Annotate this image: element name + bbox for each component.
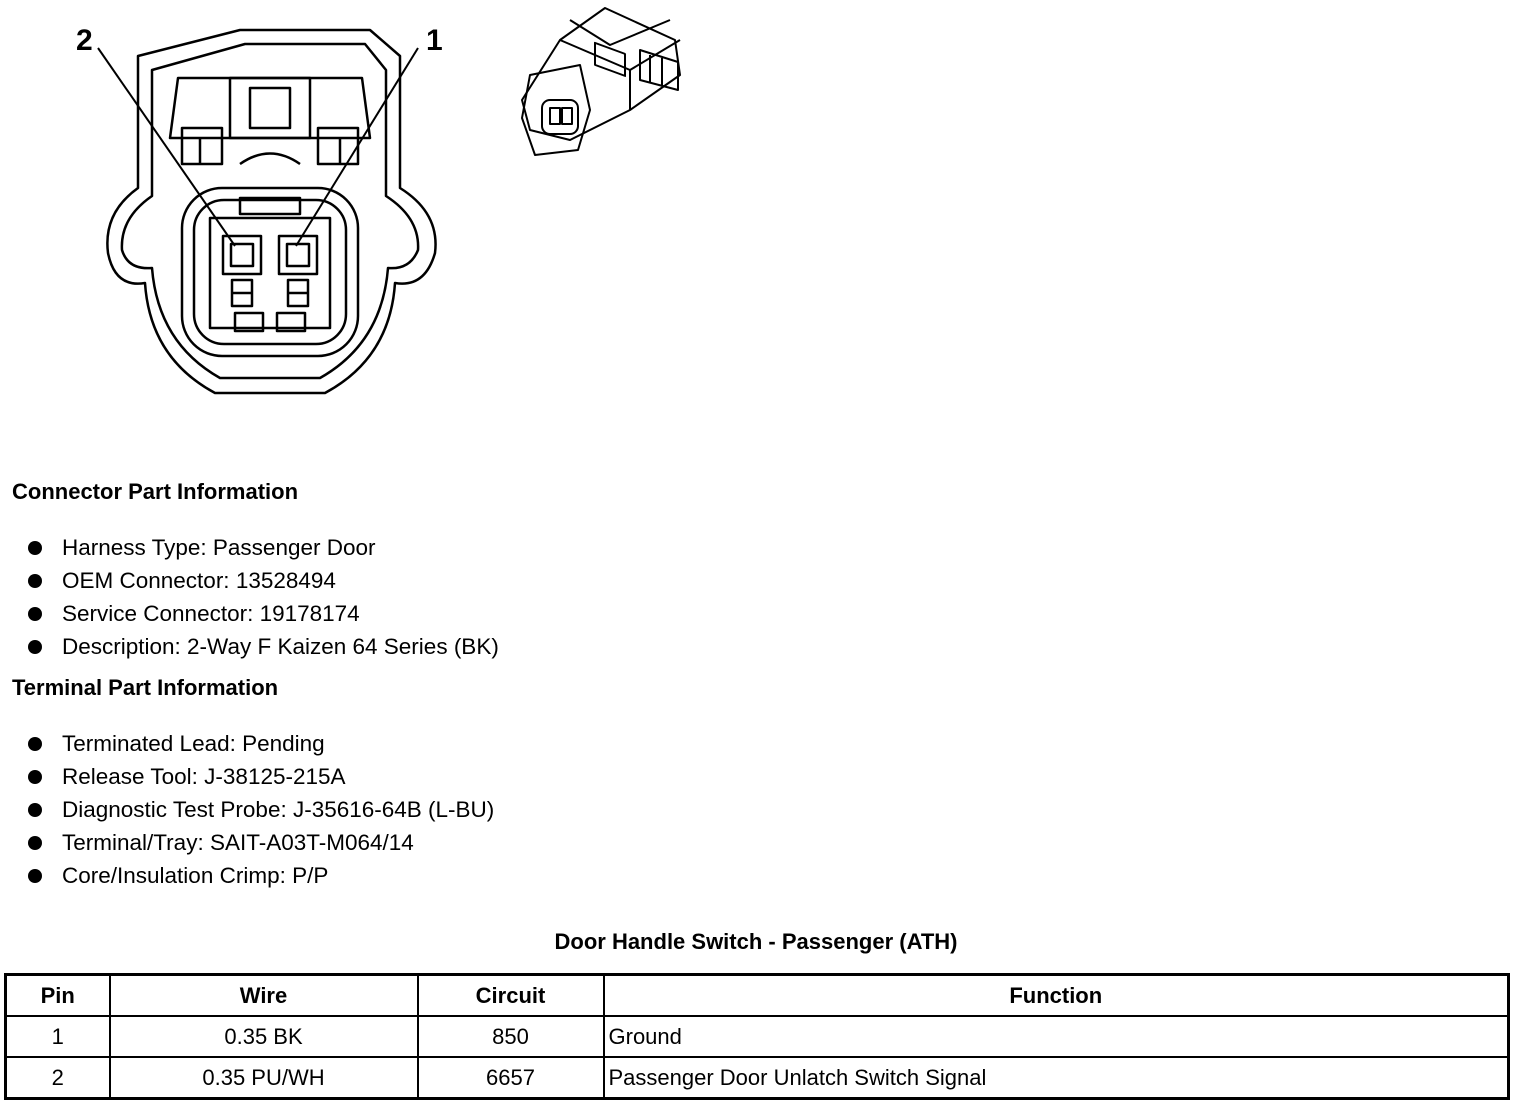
table-row <box>6 1057 1509 1099</box>
list-item: OEM Connector: 13528494 <box>28 564 499 597</box>
pin-1-callout: 1 <box>426 24 443 57</box>
latch-center-slot <box>250 88 290 128</box>
pin-table <box>4 973 1510 1100</box>
header-wire: Wire <box>110 975 418 1017</box>
bullet-icon <box>28 803 42 817</box>
terminal-info-list <box>28 727 494 892</box>
bullet-icon <box>28 737 42 751</box>
list-item: Release Tool: J-38125-215A <box>28 760 494 793</box>
bullet-icon <box>28 541 42 555</box>
cell-wire: 0.35 PU/WH <box>110 1057 418 1099</box>
connector-info-title: Connector Part Information <box>12 479 299 504</box>
list-item: Harness Type: Passenger Door <box>28 531 499 564</box>
cell-pin: 1 <box>6 1016 110 1057</box>
cavity-surround-inner <box>194 200 346 344</box>
cell-pin: 2 <box>6 1057 110 1099</box>
list-item: Terminated Lead: Pending <box>28 727 494 760</box>
list-item: Diagnostic Test Probe: J-35616-64B (L-BU) <box>28 793 494 826</box>
cell-function: Ground <box>604 1016 1509 1057</box>
cell-circuit: 850 <box>418 1016 604 1057</box>
pin-table-caption: Door Handle Switch - Passenger (ATH) <box>554 929 958 954</box>
bullet-icon <box>28 574 42 588</box>
terminal-1-cavity <box>279 236 317 306</box>
bullet-icon <box>28 640 42 654</box>
connector-isometric-diagram <box>510 0 700 170</box>
bullet-icon <box>28 607 42 621</box>
header-function: Function <box>604 975 1509 1017</box>
terminal-2-cavity <box>223 236 261 306</box>
pin-2-callout: 2 <box>76 24 93 57</box>
list-item: Core/Insulation Crimp: P/P <box>28 859 494 892</box>
header-pin: Pin <box>6 975 110 1017</box>
bullet-icon <box>28 836 42 850</box>
bullet-icon <box>28 770 42 784</box>
header-circuit: Circuit <box>418 975 604 1017</box>
terminal-info-title: Terminal Part Information <box>12 675 279 700</box>
cell-circuit: 6657 <box>418 1057 604 1099</box>
list-item: Description: 2-Way F Kaizen 64 Series (BK) <box>28 630 499 663</box>
table-header-row <box>6 975 1509 1017</box>
bullet-icon <box>28 869 42 883</box>
list-item: Service Connector: 19178174 <box>28 597 499 630</box>
table-row <box>6 1016 1509 1057</box>
connector-face-diagram <box>70 18 470 408</box>
connector-info-list <box>28 531 499 663</box>
latch-right-block <box>318 128 358 164</box>
cell-wire: 0.35 BK <box>110 1016 418 1057</box>
latch-left-block <box>182 128 222 164</box>
cell-function: Passenger Door Unlatch Switch Signal <box>604 1057 1509 1099</box>
list-item: Terminal/Tray: SAIT-A03T-M064/14 <box>28 826 494 859</box>
